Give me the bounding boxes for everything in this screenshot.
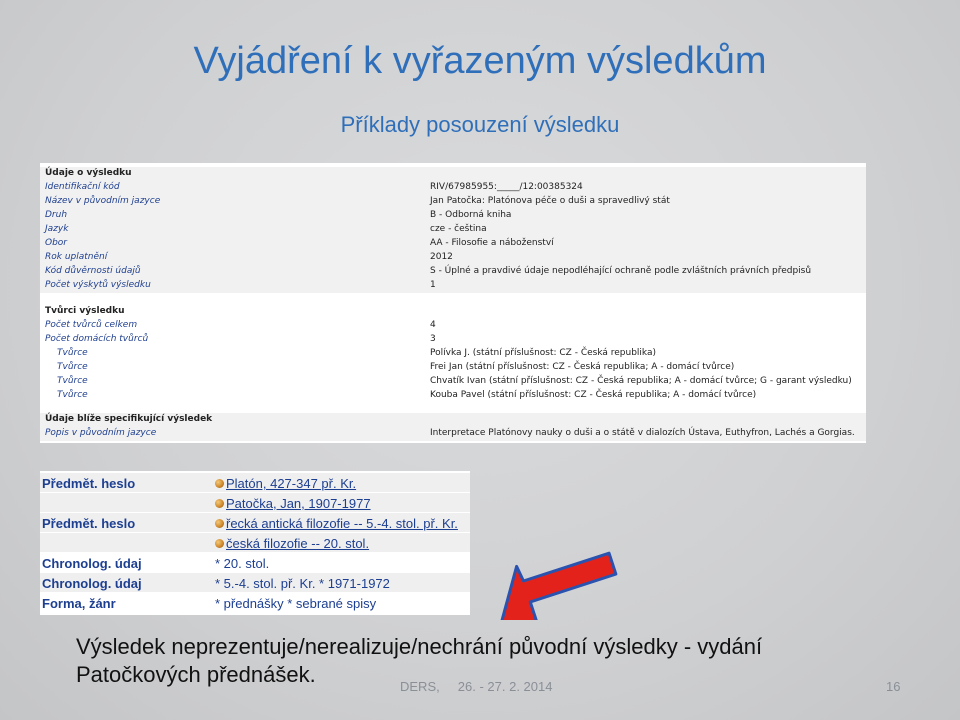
record-value: Polívka J. (státní příslušnost: CZ - Česká republika) [430, 348, 657, 358]
subject-link[interactable]: Patočka, Jan, 1907-1977 [226, 496, 371, 511]
slide-title: Vyjádření k vyřazeným výsledkům [193, 40, 767, 82]
record-label: Jazyk [45, 224, 69, 234]
record-row [40, 181, 866, 195]
record-label: Druh [45, 210, 68, 220]
row-label: Předmět. heslo [42, 516, 136, 531]
orange-bullet-icon [215, 499, 224, 508]
slide-caption: Výsledek neprezentuje/nerealizuje/nechrání původní výsledky - vydání Patočkových přednášek. [76, 634, 763, 687]
record-label: Rok uplatnění [45, 252, 108, 262]
record-row [40, 265, 866, 279]
section-heading: Tvůrci výsledku [45, 306, 125, 316]
record-row [40, 319, 866, 333]
record-label: Kód důvěrnosti údajů [45, 266, 141, 276]
subject-headings-table [40, 471, 470, 615]
record-row [40, 427, 866, 441]
record-value: Interpretace Platónovy nauky o duši a o státě v dialozích Ústava, Euthyfron, Lachés a Gorgias. [430, 428, 855, 438]
record-value: Kouba Pavel (státní příslušnost: CZ - Česká republika; A - domácí tvůrce) [430, 390, 757, 400]
record-label: Název v původním jazyce [45, 196, 161, 206]
table-row [40, 533, 470, 553]
red-arrow-icon [480, 545, 620, 620]
orange-bullet-icon [215, 479, 224, 488]
section-heading: Údaje o výsledku [45, 168, 132, 178]
record-row [40, 347, 866, 361]
record-value: 4 [430, 320, 436, 330]
record-row [40, 251, 866, 265]
record-row [40, 389, 866, 403]
orange-bullet-icon [215, 539, 224, 548]
record-label: Obor [45, 238, 68, 248]
record-value: AA - Filosofie a náboženství [430, 238, 554, 248]
record-value: B - Odborná kniha [430, 210, 512, 220]
record-value: RIV/67985955:_____/12:00385324 [430, 182, 583, 192]
record-label: Popis v původním jazyce [45, 428, 157, 438]
section-heading-row [40, 305, 866, 319]
record-row [40, 223, 866, 237]
row-label: Chronolog. údaj [42, 556, 142, 571]
subject-link[interactable]: Platón, 427-347 př. Kr. [226, 476, 357, 491]
table-row [40, 513, 470, 533]
arrow-shape [484, 545, 620, 620]
record-row [40, 333, 866, 347]
record-value: 2012 [430, 252, 453, 262]
row-label: Forma, žánr [42, 596, 116, 611]
record-row [40, 209, 866, 223]
slide-subtitle: Příklady posouzení výsledku [340, 112, 620, 137]
row-value: * 20. stol. [215, 556, 270, 571]
record-value: S - Úplné a pravdivé údaje nepodléhající ochraně podle zvláštních právních předpisů [430, 266, 812, 276]
subject-link[interactable]: řecká antická filozofie -- 5.-4. stol. př. Kr. [226, 516, 458, 531]
record-row [40, 375, 866, 389]
table-row [40, 593, 470, 613]
record-value: 1 [430, 280, 436, 290]
table-row [40, 473, 470, 493]
table-row [40, 493, 470, 513]
record-label: Počet tvůrců celkem [45, 320, 138, 330]
record-row [40, 237, 866, 251]
section-heading-row [40, 167, 866, 181]
record-row [40, 279, 866, 293]
table-row [40, 553, 470, 573]
record-label: Identifikační kód [45, 182, 120, 192]
page-number: 16 [886, 679, 901, 694]
record-label: Tvůrce [57, 390, 88, 400]
record-value: Chvatík Ivan (státní příslušnost: CZ - Česká republika; A - domácí tvůrce; G - garant výsledku) [430, 376, 852, 386]
record-label: Tvůrce [57, 376, 88, 386]
record-label: Tvůrce [57, 362, 88, 372]
record-label: Počet domácích tvůrců [45, 334, 149, 344]
row-label: Chronolog. údaj [42, 576, 142, 591]
table-row [40, 573, 470, 593]
row-value: * přednášky * sebrané spisy [215, 596, 377, 611]
slide-footer: DERS, 26. - 27. 2. 2014 [400, 679, 553, 694]
orange-bullet-icon [215, 519, 224, 528]
record-value: Jan Patočka: Platónova péče o duši a spravedlivý stát [430, 196, 670, 206]
record-label: Počet výskytů výsledku [45, 280, 151, 290]
record-label: Tvůrce [57, 348, 88, 358]
subject-link[interactable]: česká filozofie -- 20. stol. [226, 536, 370, 551]
record-value: Frei Jan (státní příslušnost: CZ - Česká republika; A - domácí tvůrce) [430, 362, 735, 372]
record-detail-panel [40, 163, 866, 443]
row-value: * 5.-4. stol. př. Kr. * 1971-1972 [215, 576, 390, 591]
record-value: 3 [430, 334, 436, 344]
section-heading: Údaje blíže specifikující výsledek [45, 414, 213, 424]
row-label: Předmět. heslo [42, 476, 136, 491]
section-heading-row [40, 413, 866, 427]
record-value: cze - čeština [430, 224, 487, 234]
record-row [40, 195, 866, 209]
record-row [40, 361, 866, 375]
